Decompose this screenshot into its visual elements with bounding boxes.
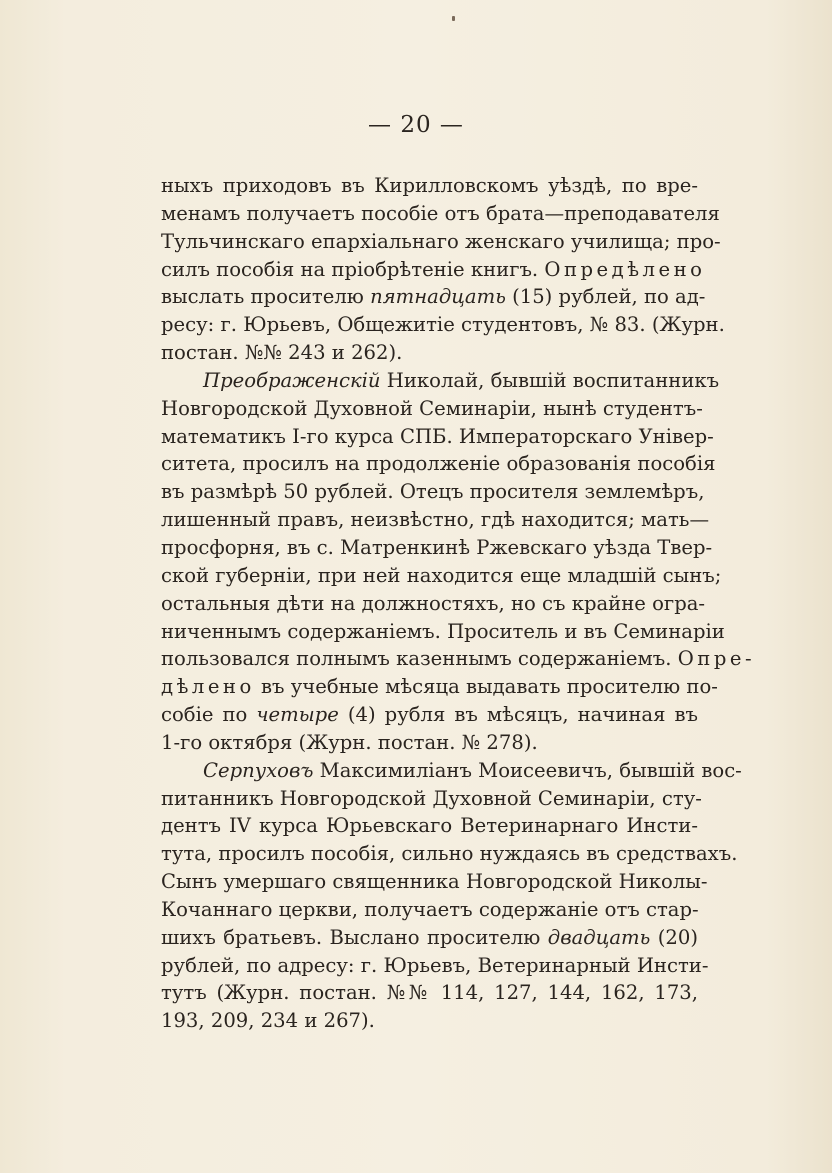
paragraph-2 [161,367,756,757]
italic-amount: пятнадцать [370,285,506,309]
text-line: постан. №№ 243 и 262). [161,341,403,365]
text-line: питанникъ Новгородской Духовной Семинаріи, сту- [161,786,702,810]
body-text [161,172,756,1035]
text-line: собіе по четыре (4) рубля въ мѣсяцъ, начиная въ [161,703,698,727]
italic-amount: четыре [256,703,339,727]
text-line: ситета, просилъ на продолженіе образованія пособія [161,452,716,476]
spaced-resolution-word: Опредѣлено [544,257,706,281]
text-line: Новгородской Духовной Семинаріи, нынѣ студентъ- [161,396,703,420]
text-line: менамъ получаетъ пособіе отъ брата—преподавателя [161,201,720,225]
text-line: Серпуховъ Максимиліанъ Моисеевичъ, бывшій вос- [203,758,742,782]
text-line: ской губерніи, при ней находится еще младшій сынъ; [161,563,722,587]
text-line: тутъ (Журн. постан. №№ 114, 127, 144, 162, 173, [161,981,698,1005]
text-line: въ размѣрѣ 50 рублей. Отецъ просителя землемѣръ, [161,480,705,504]
paragraph-1 [161,172,725,367]
text-line: остальныя дѣти на должностяхъ, но съ крайне огра- [161,591,706,615]
text-line: шихъ братьевъ. Выслано просителю двадцать (20) [161,925,698,949]
text-line: силъ пособія на пріобрѣтеніе книгъ. Опредѣлено [161,257,706,281]
text-line: 193, 209, 234 и 267). [161,1009,375,1033]
spaced-resolution-word: Опре- [677,647,756,671]
text-line: ныхъ приходовъ въ Кирилловскомъ уѣздѣ, по вре- [161,174,698,197]
text-line: просфорня, въ с. Матренкинѣ Ржевскаго уѣзда Твер- [161,535,713,559]
text-line: дѣлено въ учебные мѣсяца выдавать просителю по- [161,675,718,699]
paragraph-3 [161,757,742,1035]
text-line: Тульчинскаго епархіальнаго женскаго училища; про- [161,229,721,253]
scan-speck [452,16,455,21]
text-line: тута, просилъ пособія, сильно нуждаясь въ средствахъ. [161,842,738,866]
text-line: Кочаннаго церкви, получаетъ содержаніе отъ стар- [161,897,699,921]
text-line: выслать просителю пятнадцать (15) рублей, по ад- [161,285,706,309]
page-number: — 20 — [368,112,464,138]
text-line: дентъ IV курса Юрьевскаго Ветеринарнаго Инсти- [161,814,698,838]
text-line: 1-го октября (Журн. постан. № 278). [161,730,538,754]
text-line: пользовался полнымъ казеннымъ содержаніемъ. Опре- [161,647,756,671]
spaced-resolution-word: дѣлено [161,675,255,699]
text-line: Сынъ умершаго священника Новгородской Николы- [161,870,708,894]
italic-amount: двадцать [547,925,651,949]
italic-surname: Серпуховъ [203,758,314,782]
text-line: ресу: г. Юрьевъ, Общежитіе студентовъ, № 83. (Журн. [161,313,725,337]
text-line: Преображенскій Николай, бывшій воспитанникъ [203,368,720,392]
text-line: лишенный правъ, неизвѣстно, гдѣ находится; мать— [161,508,710,532]
text-line: ниченнымъ содержаніемъ. Проситель и въ Семинаріи [161,619,725,643]
text-line: математикъ І-го курса СПБ. Императорскаго Універ- [161,424,714,448]
italic-surname: Преображенскій [203,368,381,392]
text-line: рублей, по адресу: г. Юрьевъ, Ветеринарный Инсти- [161,953,709,977]
